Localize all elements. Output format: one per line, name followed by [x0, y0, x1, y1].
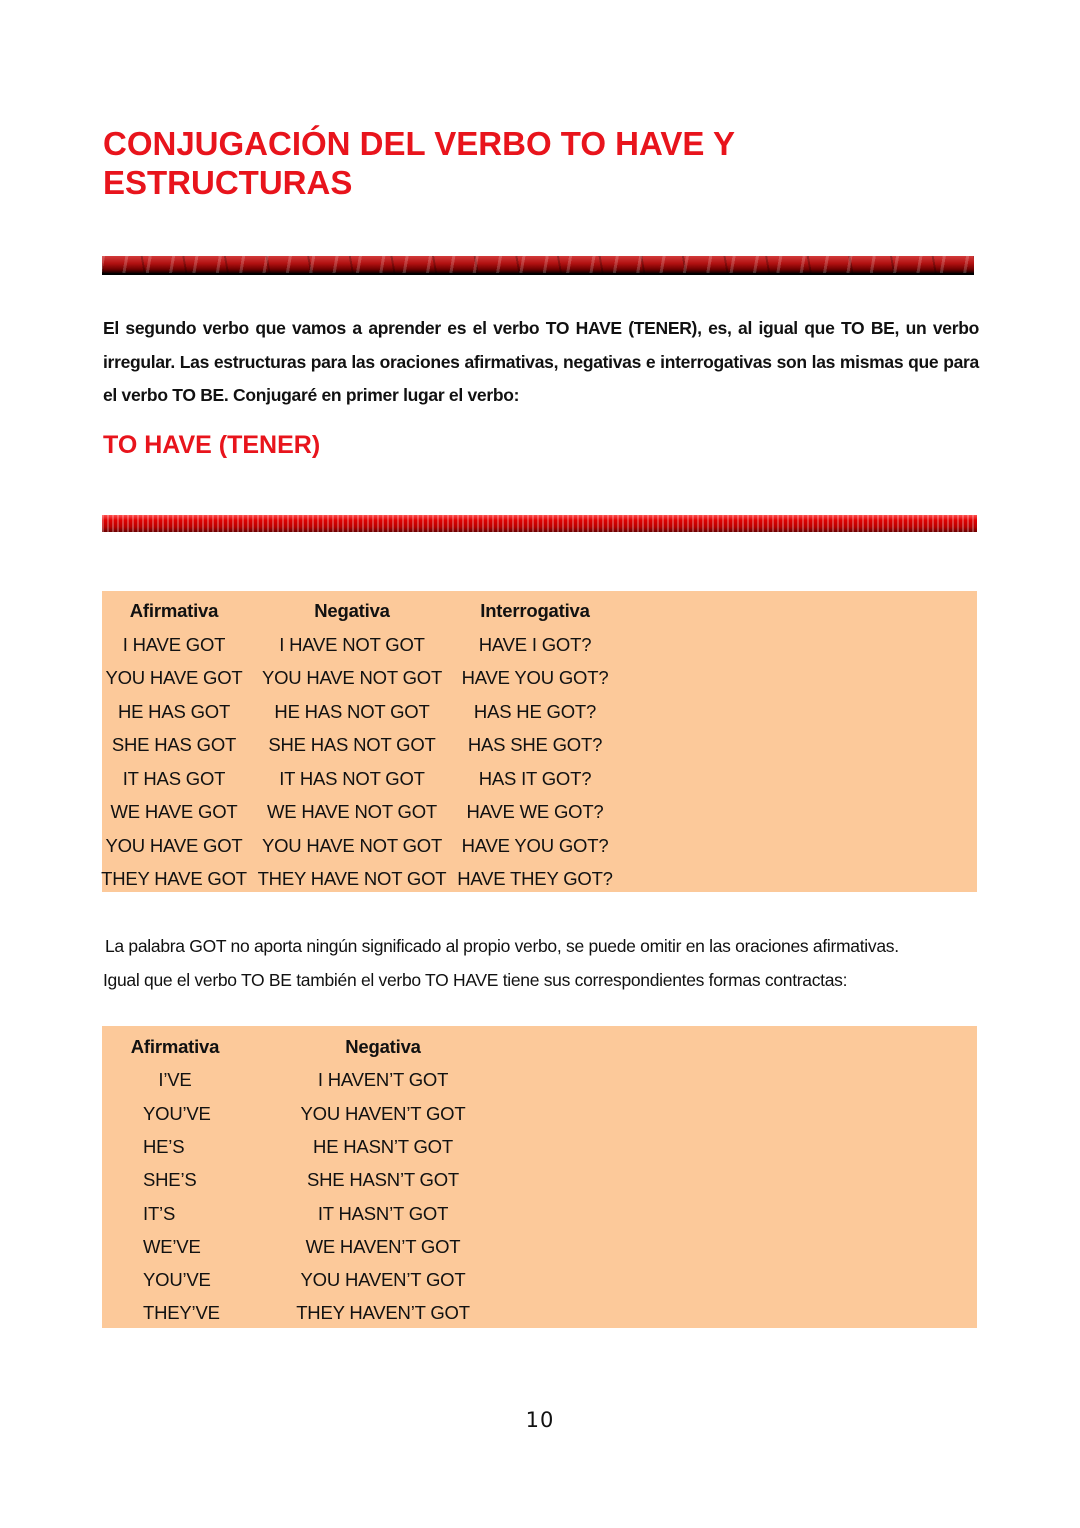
table-cell: SHE HAS NOT GOT [268, 734, 436, 755]
table-cell: HAVE THEY GOT? [457, 868, 613, 889]
table-cell: IT HASN’T GOT [317, 1202, 449, 1224]
note-contractions: Igual que el verbo TO BE también el verbo TO HAVE tiene sus correspondientes formas contractas: [103, 970, 848, 990]
table-cell: THEY HAVE GOT [101, 868, 247, 889]
table-cell: IT HAS GOT [122, 767, 226, 789]
table-cell: HAS IT GOT? [478, 767, 592, 789]
table-cell: WE’VE [143, 1235, 201, 1257]
contractions-table [102, 1026, 977, 1328]
table-cell: HAVE YOU GOT? [461, 834, 609, 856]
table-cell: WE HAVE NOT GOT [266, 801, 438, 822]
table-cell: I HAVEN’T GOT [317, 1069, 449, 1091]
table-cell: HE HAS GOT [117, 700, 231, 722]
table-cell: HAS SHE GOT? [467, 734, 603, 755]
table-cell: WE HAVEN’T GOT [305, 1235, 461, 1257]
decorative-red-bar [102, 256, 974, 275]
table-cell: YOU HAVE NOT GOT [261, 667, 443, 688]
table-cell: YOU’VE [143, 1102, 211, 1124]
table-header-interrogativa: Interrogativa [480, 600, 590, 621]
table-cell: YOU HAVE NOT GOT [261, 834, 443, 856]
table-cell: YOU HAVEN’T GOT [300, 1102, 466, 1124]
table-cell: THEY’VE [143, 1302, 220, 1324]
table-cell: SHE’S [143, 1169, 197, 1191]
table-cell: YOU’VE [143, 1269, 211, 1291]
page-title: CONJUGACIÓN DEL VERBO TO HAVE Y ESTRUCTURAS [103, 125, 735, 201]
table-cell: I’VE [158, 1069, 192, 1091]
table-cell: YOU HAVE GOT [105, 667, 243, 688]
table-cell: HAVE YOU GOT? [461, 667, 609, 688]
table-cell: IT’S [143, 1202, 176, 1224]
decorative-red-divider [102, 515, 977, 532]
page-number: 10 [525, 1408, 555, 1432]
table-header-afirmativa: Afirmativa [130, 1036, 220, 1057]
table-cell: WE HAVE GOT [110, 801, 238, 822]
table-header-negativa: Negativa [345, 1036, 421, 1057]
table-cell: YOU HAVE GOT [105, 834, 243, 856]
table-cell: HAS HE GOT? [473, 700, 597, 722]
table-cell: HE’S [143, 1135, 185, 1157]
table-cell: HAVE WE GOT? [466, 801, 604, 822]
table-cell: SHE HAS GOT [111, 734, 237, 755]
table-cell: THEY HAVEN’T GOT [296, 1302, 470, 1324]
table-cell: THEY HAVE NOT GOT [257, 868, 447, 889]
table-cell: HAVE I GOT? [478, 633, 592, 655]
intro-paragraph: El segundo verbo que vamos a aprender es el verbo TO HAVE (TENER), es, al igual que TO BE, un verbo irregular. Las estructuras para las oraciones afirmativas, negativas e interrogativas son las mismas que para el verbo TO BE. Conjugaré en primer lugar el verbo: [103, 318, 979, 405]
table-header-negativa: Negativa [314, 600, 390, 621]
table-cell: IT HAS NOT GOT [279, 767, 425, 789]
table-cell: HE HASN’T GOT [313, 1135, 453, 1157]
table-cell: HE HAS NOT GOT [274, 700, 430, 722]
note-got: La palabra GOT no aporta ningún significado al propio verbo, se puede omitir en las oraciones afirmativas. [105, 936, 899, 956]
table-cell: SHE HASN’T GOT [306, 1169, 460, 1191]
table-cell: YOU HAVEN’T GOT [300, 1269, 466, 1291]
conjugation-table [102, 591, 977, 892]
table-header-afirmativa: Afirmativa [129, 600, 219, 621]
table-cell: I HAVE NOT GOT [279, 633, 425, 655]
section-subtitle: TO HAVE (TENER) [103, 431, 321, 459]
table-cell: I HAVE GOT [122, 633, 226, 655]
